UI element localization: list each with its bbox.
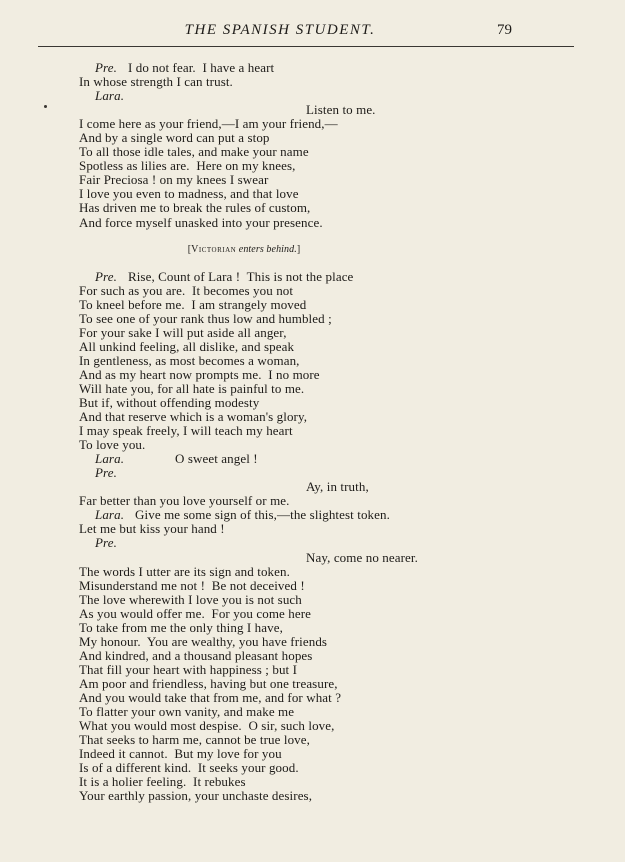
line-text: Misunderstand me not ! Be not deceived ! <box>79 577 305 593</box>
verse-text <box>79 61 599 803</box>
verse-line <box>79 410 599 424</box>
line-text: In whose strength I can trust. <box>79 74 233 90</box>
line-text: I love you even to madness, and that love <box>79 186 299 202</box>
verse-line <box>79 761 599 775</box>
speaker-name: Pre. <box>95 268 117 284</box>
line-text: My honour. You are wealthy, you have friends <box>79 633 328 649</box>
verse-line <box>79 691 599 705</box>
verse-line <box>79 173 599 187</box>
verse-line <box>79 452 599 466</box>
verse-line <box>79 131 599 145</box>
line-text: And as my heart now prompts me. I no more <box>79 366 320 382</box>
verse-line <box>79 216 599 230</box>
line-text: To kneel before me. I am strangely moved <box>79 296 307 312</box>
speaker-name: Lara. <box>95 451 125 467</box>
line-text: To love you. <box>79 437 146 453</box>
verse-line <box>79 480 599 494</box>
line-text: As you would offer me. For you come here <box>79 605 312 621</box>
line-text: It is a holier feeling. It rebukes <box>79 774 246 790</box>
speaker-name: Pre. <box>95 60 117 75</box>
line-text: For your sake I will put aside all anger, <box>79 324 287 340</box>
line-text: Will hate you, for all hate is painful to me. <box>79 380 305 396</box>
line-text: Give me some sign of this,—the slightest token. <box>135 507 390 523</box>
page-number: 79 <box>497 22 512 38</box>
verse-line <box>79 75 599 89</box>
verse-line <box>79 61 599 75</box>
verse-line <box>79 298 599 312</box>
line-text: Indeed it cannot. But my love for you <box>79 746 282 762</box>
verse-line <box>79 103 599 117</box>
verse-line <box>79 789 599 803</box>
speaker-name: Pre. <box>95 535 117 551</box>
verse-line <box>79 494 599 508</box>
running-title: THE SPANISH STUDENT. <box>184 22 376 38</box>
verse-line <box>79 663 599 677</box>
line-text: And force myself unasked into your presence. <box>79 214 323 230</box>
line-text: I may speak freely, I will teach my heart <box>79 423 293 439</box>
verse-line <box>79 354 599 368</box>
line-text: That fill your heart with happiness ; but I <box>79 661 298 677</box>
verse-line <box>79 551 599 565</box>
verse-line <box>79 145 599 159</box>
verse-line <box>79 270 599 284</box>
verse-line <box>79 424 599 438</box>
verse-line <box>79 705 599 719</box>
verse-line <box>79 593 599 607</box>
line-text: And you would take that from me, and for what ? <box>79 689 342 705</box>
line-text: Is of a different kind. It seeks your good. <box>79 760 299 776</box>
bracket-close: ] <box>296 243 301 255</box>
line-text: And that reserve which is a woman's glory, <box>79 409 308 425</box>
line-text: In gentleness, as most becomes a woman, <box>79 352 300 368</box>
verse-line <box>79 579 599 593</box>
verse-line <box>79 340 599 354</box>
verse-line <box>79 536 599 550</box>
line-text: And kindred, and a thousand pleasant hopes <box>79 647 313 663</box>
line-text: For such as you are. It becomes you not <box>79 282 294 298</box>
bracket-open: [ <box>187 243 192 255</box>
verse-line <box>79 159 599 173</box>
line-text: Listen to me. <box>306 102 376 118</box>
verse-line <box>79 368 599 382</box>
verse-line <box>79 747 599 761</box>
verse-line <box>79 565 599 579</box>
stage-direction <box>79 230 409 270</box>
line-text: What you would most despise. O sir, such love, <box>79 718 335 734</box>
line-text: Fair Preciosa ! on my knees I swear <box>79 172 269 188</box>
line-text: To all those idle tales, and make your name <box>79 144 309 160</box>
verse-line <box>79 775 599 789</box>
verse-line <box>79 396 599 410</box>
verse-line <box>79 201 599 215</box>
line-text: To take from me the only thing I have, <box>79 619 283 635</box>
verse-line <box>79 284 599 298</box>
line-text: To flatter your own vanity, and make me <box>79 704 295 720</box>
verse-line <box>79 312 599 326</box>
speaker-name: Pre. <box>95 465 117 481</box>
line-text: Far better than you love yourself or me. <box>79 493 290 509</box>
verse-line <box>79 607 599 621</box>
verse-line <box>79 382 599 396</box>
line-text: Your earthly passion, your unchaste desires, <box>79 788 313 804</box>
line-text: To see one of your rank thus low and humbled ; <box>79 310 332 326</box>
verse-line <box>79 621 599 635</box>
line-text: Let me but kiss your hand ! <box>79 521 225 537</box>
stage-direction-character: Victorian <box>191 243 237 255</box>
verse-line <box>79 522 599 536</box>
line-text: O sweet angel ! <box>175 451 258 467</box>
line-text: Nay, come no nearer. <box>306 549 418 565</box>
verse-line <box>79 677 599 691</box>
verse-line <box>79 635 599 649</box>
margin-mark <box>44 105 47 108</box>
verse-line <box>79 187 599 201</box>
speaker-name: Lara. <box>95 507 125 523</box>
line-text: I come here as your friend,—I am your friend,— <box>79 116 338 132</box>
line-text: Rise, Count of Lara ! This is not the place <box>127 268 354 284</box>
verse-line <box>79 508 599 522</box>
verse-line <box>79 326 599 340</box>
line-text: Ay, in truth, <box>306 479 369 495</box>
verse-line <box>79 719 599 733</box>
line-text: All unkind feeling, all dislike, and speak <box>79 338 295 354</box>
verse-line <box>79 649 599 663</box>
line-text: I do not fear. I have a heart <box>127 60 275 75</box>
line-text: Has driven me to break the rules of custom, <box>79 200 311 216</box>
header-rule <box>38 46 574 47</box>
verse-line <box>79 438 599 452</box>
line-text: That seeks to harm me, cannot be true love, <box>79 732 310 748</box>
verse-line <box>79 117 599 131</box>
line-text: And by a single word can put a stop <box>79 130 270 146</box>
verse-line <box>79 733 599 747</box>
speaker-name: Lara. <box>95 88 125 104</box>
running-head <box>0 22 625 42</box>
line-text: But if, without offending modesty <box>79 394 260 410</box>
line-text: The love wherewith I love you is not such <box>79 591 302 607</box>
line-text: The words I utter are its sign and token. <box>79 563 290 579</box>
verse-line <box>79 466 599 480</box>
verse-line <box>79 89 599 103</box>
line-text: Am poor and friendless, having but one treasure, <box>79 675 338 691</box>
stage-direction-action: enters behind. <box>236 243 297 255</box>
line-text: Spotless as lilies are. Here on my knees, <box>79 158 296 174</box>
